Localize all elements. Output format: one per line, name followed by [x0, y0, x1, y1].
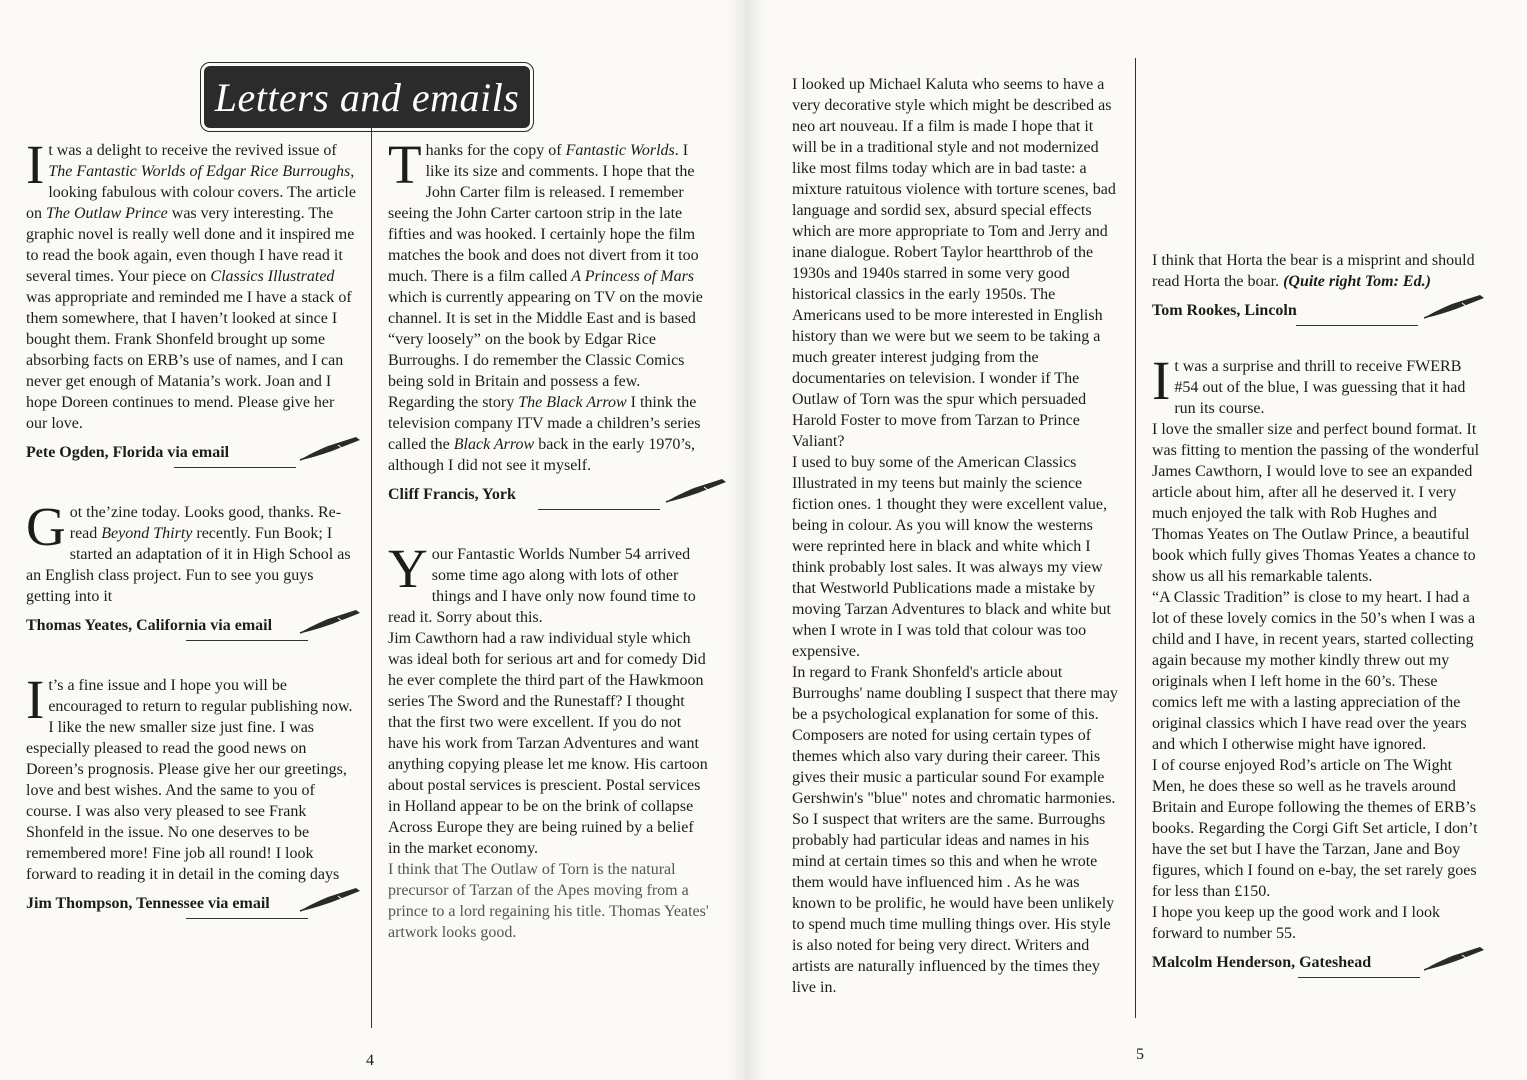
signature-line	[538, 509, 660, 510]
pen-icon	[664, 478, 728, 504]
letter-thomas-yeates	[26, 496, 356, 641]
letter-paragraph: I looked up Michael Kaluta who seems to have a very decorative style which might be described as neo art nouveau. If a film is made I hope that it will be in a traditional style and not modernized like most films today which are in bad taste: a mixture ratuitous violence with torture scenes, bad language and sordid sex, absurd special effects which are more appropriate to Tom and Jerry and inane dialogue. Robert Taylor heartthrob of the 1930s and 1940s starred in some very good historical classics in the early 1950s. The Americans used to be more interested in English history than we were but we seem to be taking a much greater interest judging from the documentaries on television. I wonder if The Outlaw of Torn was the spur which persuaded Harold Foster to move from Tarzan to Prince Valiant?	[792, 76, 1116, 450]
signature-line	[186, 918, 308, 919]
letter-signature: Tom Rookes, Lincoln	[1152, 300, 1482, 326]
letter-tom-rookes	[388, 538, 710, 943]
letter-body: Thanks for the copy of Fantastic Worlds. I like its size and comments. I hope that the John Carter film is released. I remember seeing the John Carter cartoon strip in the late fifties and was hooked. I certainly hope the film matches the book and does not divert from it too much. There is a film called A Princess of Mars which is currently appearing on TV on the movie channel. It is set in the Middle East and is based “very loosely” on the book by Edgar Rice Burroughs. I do remember the Classic Comics being sold in Britain and possess a few. Regarding the story The Black Arrow I think the television company ITV made a children’s series called the Black Arrow back in the early 1970’s, although I did not see it myself.	[388, 134, 703, 474]
signature-line	[174, 467, 296, 468]
drop-cap: I	[26, 669, 45, 730]
letter-paragraph: I hope you keep up the good work and I look forward to number 55.	[1152, 904, 1440, 942]
letter-body: It was a surprise and thrill to receive FWERB #54 out of the blue, I was guessing that it had run its course.	[1152, 350, 1466, 417]
letter-signature: Pete Ogden, Florida via email	[26, 442, 356, 468]
pen-icon	[298, 887, 362, 913]
column-4	[1152, 250, 1482, 978]
letter-signature: Jim Thompson, Tennessee via email	[26, 893, 356, 919]
drop-cap: I	[26, 134, 45, 195]
drop-cap: T	[388, 134, 422, 195]
pen-icon	[1422, 946, 1486, 972]
column-3	[792, 74, 1120, 998]
letter-pete-ogden	[26, 134, 356, 468]
letter-signature: Thomas Yeates, California via email	[26, 615, 356, 641]
column-1	[26, 134, 356, 919]
letter-cliff-francis	[388, 134, 710, 510]
signature-line	[1298, 977, 1420, 978]
letter-body: It’s a fine issue and I hope you will be encouraged to return to regular publishing now. I like the new smaller size just fine. I was especially pleased to read the good news on Doreen’s prognosis. Please give her our greetings, love and best wishes. And the same to you of course. I was also very pleased to see Frank Shonfeld in the issue. No one deserves to be remembered more! Fine job all round! I look forward to reading it in detail in the coming days	[26, 669, 353, 883]
letter-paragraph: I think that Horta the bear is a misprint and should read Horta the boar. (Quite right Tom: Ed.)	[1152, 252, 1475, 290]
letter-paragraph: I of course enjoyed Rod’s article on The Wight Men, he does these so well as he travels around Britain and Europe following the themes of ERB’s books. Regarding the Corgi Gift Set article, I don’t have the set but I have the Tarzan, Jane and Boy figures, which I found on e-bay, the set rarely goes for less than £150.	[1152, 757, 1478, 900]
drop-cap: G	[26, 496, 66, 557]
letter-paragraph: Jim Cawthorn had a raw individual style which was ideal both for serious art and for comedy Did he ever complete the third part of the Hawkmoon series The Sword and the Runestaff? I thought that the first two were excellent. If you do not have his work from Tarzan Adventures and want anything copying please let me know. His cartoon about postal services is prescient. Postal services in Holland appear to be on the brink of collapse Across Europe they are being ruined by a belief in the market economy.	[388, 630, 708, 857]
letter-body: Got the’zine today. Looks good, thanks. Re-read Beyond Thirty recently. Fun Book; I started an adaptation of it in High School as an English class project. Fun to see you guys getting into it	[26, 496, 351, 605]
letter-paragraph: “A Classic Tradition” is close to my heart. I had a lot of these lovely comics in the 50’s when I was a child and I have, in recent years, started collecting again because my mother kindly threw out my originals when I left home in the 60’s. These comics left me with a lasting appreciation of the original classics which I have read over the years and which I otherwise might have ignored.	[1152, 589, 1476, 753]
column-rule	[371, 128, 372, 1028]
letter-paragraph: I used to buy some of the American Classics Illustrated in my teens but mainly the science fiction ones. 1 thought they were excellent value, being in colour. As you will know the westerns were reprinted here in black and white which I think probably lost sales. It was always my view that Westworld Publications made a mistake by moving Tarzan Adventures to black and white but when I wrote in I was told that colour was too expensive.	[792, 454, 1111, 660]
column-2	[388, 134, 710, 943]
page-number-left: 4	[366, 1052, 374, 1069]
letter-paragraph: I think that The Outlaw of Torn is the natural precursor of Tarzan of the Apes moving from a prince to a lord regaining his title. Thomas Yeates' artwork looks good.	[388, 861, 709, 941]
section-heading: Letters and emails	[214, 74, 520, 120]
letter-paragraph: In regard to Frank Shonfeld's article about Burroughs' name doubling I suspect that there may be a psychological explanation for some of this. Composers are noted for using certain types of themes which also vary during their career. This gives their music a particular sound For example Gershwin's "blue" notes and chromatic harmonies. So I suspect that writers are the same. Burroughs probably had particular ideas and names in his mind at certain times so this and when he wrote them would have influenced him . As he was known to be prolific, he would have been unlikely to spend much time mulling things over. His style is also noted for being very direct. Writers and artists are naturally influenced by the times they live in.	[792, 664, 1118, 996]
drop-cap: Y	[388, 538, 428, 599]
pen-icon	[298, 436, 362, 462]
letter-body: Your Fantastic Worlds Number 54 arrived some time ago along with lots of other things and I have only now found time to read it. Sorry about this.	[388, 538, 696, 626]
letter-malcolm-henderson	[1152, 350, 1482, 978]
page-gutter	[725, 0, 765, 1080]
editor-note: (Quite right Tom: Ed.)	[1283, 273, 1431, 290]
letter-body: It was a delight to receive the revived issue of The Fantastic Worlds of Edgar Rice Burroughs, looking fabulous with colour covers. The article on The Outlaw Prince was very interesting. The graphic novel is really well done and it inspired me to read the book again, even though I have read it several times. Your piece on Classics Illustrated was appropriate and reminded me I have a stack of them somewhere, that I haven’t looked at since I bought them. Frank Shonfeld brought up some absorbing facts on ERB’s use of names, and I can never get enough of Matania’s work. Joan and I hope Doreen continues to mend. Please give her our love.	[26, 134, 356, 432]
section-heading-box	[204, 66, 530, 128]
drop-cap: I	[1152, 350, 1171, 411]
letter-jim-thompson	[26, 669, 356, 919]
column-rule	[1135, 58, 1136, 1018]
pen-icon	[298, 609, 362, 635]
letter-signature: Cliff Francis, York	[388, 484, 710, 510]
signature-line	[1296, 325, 1418, 326]
letter-paragraph: I love the smaller size and perfect bound format. It was fitting to mention the passing of the wonderful James Cawthorn, I would love to see an expanded article about him, after all he deserved it. I very much enjoyed the talk with Rob Hughes and Thomas Yeates on The Outlaw Prince, a beautiful book which fully gives Thomas Yeates a chance to show us all his remarkable talents.	[1152, 421, 1480, 585]
letter-signature: Malcolm Henderson, Gateshead	[1152, 952, 1482, 978]
page-number-right: 5	[1136, 1046, 1144, 1063]
pen-icon	[1422, 294, 1486, 320]
signature-line	[186, 640, 308, 641]
